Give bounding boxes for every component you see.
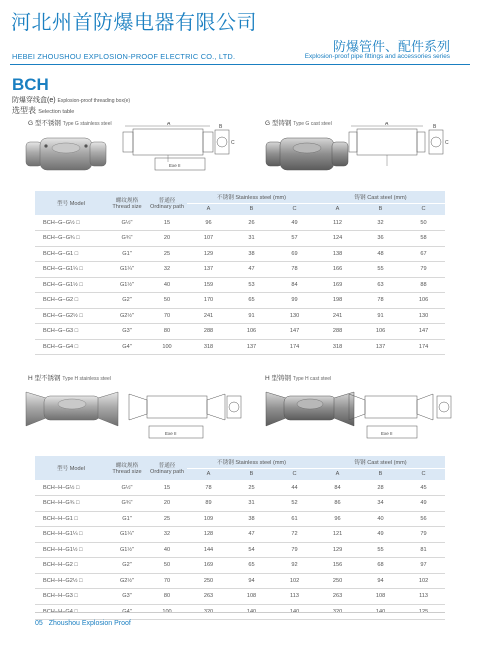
- value-cell: 25: [147, 511, 187, 527]
- value-cell: 137: [187, 262, 230, 278]
- value-cell: 49: [273, 215, 316, 231]
- col-header-c: C: [273, 203, 316, 215]
- value-cell: G3": [107, 589, 147, 605]
- value-cell: 54: [230, 542, 273, 558]
- value-cell: 80: [147, 324, 187, 340]
- model-cell: BCH−H−G½ □: [35, 480, 107, 496]
- value-cell: G2": [107, 293, 147, 309]
- svg-text:C: C: [231, 140, 235, 146]
- table-row: [35, 231, 445, 247]
- value-cell: G1½": [107, 542, 147, 558]
- value-cell: 129: [316, 542, 359, 558]
- h-cast-photo: [262, 382, 357, 440]
- value-cell: 288: [187, 324, 230, 340]
- product-code: BCH: [12, 75, 49, 94]
- table-row: [35, 573, 445, 589]
- table-row: [35, 480, 445, 496]
- col-header-model: 型号 Model: [35, 456, 107, 480]
- value-cell: 78: [359, 293, 402, 309]
- col-header-path: 普通径 Ordinary path: [147, 191, 187, 215]
- g-cast-drawing: [345, 122, 455, 184]
- h-cast-drawing: [345, 380, 455, 442]
- caption-g-stainless-cn: G 型不锈钢: [28, 120, 61, 127]
- value-cell: 50: [147, 293, 187, 309]
- value-cell: 91: [359, 308, 402, 324]
- col-header-b: B: [359, 203, 402, 215]
- caption-g-cast-cn: G 型铸钢: [265, 120, 292, 127]
- value-cell: 57: [273, 231, 316, 247]
- model-cell: BCH−G−G1¼ □: [35, 262, 107, 278]
- value-cell: 108: [230, 589, 273, 605]
- value-cell: 79: [402, 527, 445, 543]
- col-header-cast: 铸钢 Cast steel (mm): [316, 191, 445, 203]
- value-cell: 170: [187, 293, 230, 309]
- model-cell: BCH−G−G4 □: [35, 339, 107, 355]
- value-cell: G½": [107, 215, 147, 231]
- value-cell: 84: [316, 480, 359, 496]
- value-cell: 106: [230, 324, 273, 340]
- col-header-a: A: [187, 203, 230, 215]
- value-cell: 65: [230, 558, 273, 574]
- value-cell: 241: [316, 308, 359, 324]
- model-cell: BCH−G−G2½ □: [35, 308, 107, 324]
- value-cell: 20: [147, 496, 187, 512]
- series-title-en: Explosion-proof pipe fittings and accessories series: [304, 53, 450, 60]
- value-cell: 49: [402, 496, 445, 512]
- value-cell: G¾": [107, 231, 147, 247]
- footer-text: Zhoushou Explosion Proof: [48, 620, 131, 627]
- value-cell: 89: [187, 496, 230, 512]
- value-cell: 99: [273, 293, 316, 309]
- value-cell: 96: [316, 511, 359, 527]
- value-cell: 288: [316, 324, 359, 340]
- table-row: [35, 542, 445, 558]
- col-header-a: A: [187, 468, 230, 480]
- product-name-cn: 防爆穿线盒(e): [12, 97, 56, 104]
- g-drawing-label: Exe II: [169, 163, 181, 168]
- svg-text:A: A: [167, 122, 171, 127]
- series-title-cn: 防爆管件、配件系列: [332, 39, 450, 54]
- value-cell: 79: [402, 262, 445, 278]
- g-cast-photo: [262, 128, 357, 180]
- value-cell: 40: [147, 277, 187, 293]
- value-cell: 96: [187, 215, 230, 231]
- company-name-en: HEBEI ZHOUSHOU EXPLOSION-PROOF ELECTRIC CO., LTD.: [12, 52, 236, 61]
- value-cell: 91: [230, 308, 273, 324]
- value-cell: 138: [316, 246, 359, 262]
- value-cell: 250: [187, 573, 230, 589]
- value-cell: 72: [273, 527, 316, 543]
- value-cell: 32: [359, 215, 402, 231]
- value-cell: 25: [230, 480, 273, 496]
- model-cell: BCH−H−G1 □: [35, 511, 107, 527]
- value-cell: 106: [402, 293, 445, 309]
- value-cell: 40: [359, 511, 402, 527]
- table-row: [35, 589, 445, 605]
- value-cell: 67: [402, 246, 445, 262]
- value-cell: 113: [273, 589, 316, 605]
- value-cell: 86: [316, 496, 359, 512]
- table-row: [35, 277, 445, 293]
- value-cell: 130: [273, 308, 316, 324]
- value-cell: 45: [402, 480, 445, 496]
- table-row: [35, 293, 445, 309]
- h-drawing-label: Exe II: [165, 431, 177, 436]
- value-cell: G2": [107, 558, 147, 574]
- value-cell: 40: [147, 542, 187, 558]
- col-header-cast: 铸钢 Cast steel (mm): [316, 456, 445, 468]
- value-cell: 92: [273, 558, 316, 574]
- value-cell: G1¼": [107, 262, 147, 278]
- value-cell: 15: [147, 480, 187, 496]
- value-cell: 137: [230, 339, 273, 355]
- col-header-thread: 螺纹规格 Thread size: [107, 456, 147, 480]
- value-cell: 47: [230, 262, 273, 278]
- value-cell: 15: [147, 215, 187, 231]
- value-cell: G¾": [107, 496, 147, 512]
- h-stainless-photo: [22, 382, 122, 440]
- value-cell: 147: [273, 324, 316, 340]
- value-cell: 112: [316, 215, 359, 231]
- value-cell: 25: [147, 246, 187, 262]
- table-row: [35, 511, 445, 527]
- value-cell: 130: [402, 308, 445, 324]
- value-cell: 48: [359, 246, 402, 262]
- value-cell: 129: [187, 246, 230, 262]
- value-cell: 113: [402, 589, 445, 605]
- table-row: [35, 262, 445, 278]
- table-row: [35, 215, 445, 231]
- value-cell: 241: [187, 308, 230, 324]
- model-cell: BCH−H−G3 □: [35, 589, 107, 605]
- value-cell: 32: [147, 527, 187, 543]
- value-cell: 88: [402, 277, 445, 293]
- caption-g-stainless: [28, 118, 112, 127]
- value-cell: 108: [359, 589, 402, 605]
- value-cell: G1": [107, 246, 147, 262]
- col-header-c: C: [273, 468, 316, 480]
- value-cell: G1¼": [107, 527, 147, 543]
- value-cell: 63: [359, 277, 402, 293]
- value-cell: 121: [316, 527, 359, 543]
- col-header-b: B: [230, 203, 273, 215]
- table-row: [35, 308, 445, 324]
- value-cell: 318: [316, 339, 359, 355]
- value-cell: 55: [359, 542, 402, 558]
- value-cell: 100: [147, 339, 187, 355]
- value-cell: 124: [316, 231, 359, 247]
- value-cell: 128: [187, 527, 230, 543]
- value-cell: 80: [147, 589, 187, 605]
- value-cell: 52: [273, 496, 316, 512]
- col-header-b: B: [230, 468, 273, 480]
- value-cell: G2½": [107, 573, 147, 589]
- model-cell: BCH−H−G2 □: [35, 558, 107, 574]
- model-cell: BCH−H−G1¼ □: [35, 527, 107, 543]
- value-cell: 109: [187, 511, 230, 527]
- model-cell: BCH−G−G¾ □: [35, 231, 107, 247]
- model-cell: BCH−G−G1½ □: [35, 277, 107, 293]
- value-cell: 169: [316, 277, 359, 293]
- value-cell: 84: [273, 277, 316, 293]
- value-cell: 32: [147, 262, 187, 278]
- table-row: [35, 496, 445, 512]
- value-cell: 94: [230, 573, 273, 589]
- caption-h-stainless: [28, 373, 111, 382]
- svg-text:C: C: [445, 140, 449, 146]
- model-cell: BCH−H−G1½ □: [35, 542, 107, 558]
- g-stainless-drawing: [115, 122, 235, 184]
- value-cell: 61: [273, 511, 316, 527]
- value-cell: G2½": [107, 308, 147, 324]
- value-cell: 106: [359, 324, 402, 340]
- header-rule: [10, 64, 470, 65]
- col-header-stainless: 不锈钢 Stainless steel (mm): [187, 456, 316, 468]
- value-cell: 28: [359, 480, 402, 496]
- h-stainless-drawing: [125, 380, 245, 442]
- table-row: [35, 324, 445, 340]
- value-cell: 263: [316, 589, 359, 605]
- value-cell: G3": [107, 324, 147, 340]
- value-cell: 144: [187, 542, 230, 558]
- value-cell: 79: [273, 542, 316, 558]
- value-cell: 78: [187, 480, 230, 496]
- model-cell: BCH−G−G3 □: [35, 324, 107, 340]
- col-header-c: C: [402, 203, 445, 215]
- caption-h-stainless-cn: H 型不锈钢: [28, 375, 61, 382]
- value-cell: 49: [359, 527, 402, 543]
- value-cell: 68: [359, 558, 402, 574]
- caption-g-cast-en: Type G cast steel: [293, 121, 332, 127]
- selection-table-title: [12, 105, 74, 116]
- value-cell: 44: [273, 480, 316, 496]
- spec-table-h: [35, 456, 445, 620]
- selection-title-en: Selection table: [38, 109, 75, 115]
- svg-text:B: B: [433, 124, 437, 130]
- col-header-a: A: [316, 468, 359, 480]
- value-cell: G4": [107, 339, 147, 355]
- model-cell: BCH−H−G2½ □: [35, 573, 107, 589]
- value-cell: 102: [402, 573, 445, 589]
- value-cell: 50: [402, 215, 445, 231]
- col-header-thread: 螺纹规格 Thread size: [107, 191, 147, 215]
- value-cell: 38: [230, 246, 273, 262]
- value-cell: G1½": [107, 277, 147, 293]
- value-cell: 20: [147, 231, 187, 247]
- value-cell: 107: [187, 231, 230, 247]
- value-cell: 169: [187, 558, 230, 574]
- value-cell: 156: [316, 558, 359, 574]
- value-cell: 70: [147, 308, 187, 324]
- col-header-path: 普通径 Ordinary path: [147, 456, 187, 480]
- value-cell: 97: [402, 558, 445, 574]
- value-cell: 78: [273, 262, 316, 278]
- value-cell: 102: [273, 573, 316, 589]
- value-cell: 94: [359, 573, 402, 589]
- value-cell: G1": [107, 511, 147, 527]
- value-cell: 159: [187, 277, 230, 293]
- col-header-c: C: [402, 468, 445, 480]
- value-cell: 263: [187, 589, 230, 605]
- table-row: [35, 246, 445, 262]
- value-cell: 250: [316, 573, 359, 589]
- value-cell: G½": [107, 480, 147, 496]
- value-cell: 34: [359, 496, 402, 512]
- caption-h-stainless-en: Type H stainless steel: [62, 376, 111, 382]
- value-cell: 38: [230, 511, 273, 527]
- selection-title-cn: 选型表: [12, 106, 36, 115]
- caption-g-cast: [265, 118, 332, 127]
- svg-text:A: A: [385, 122, 389, 127]
- value-cell: 198: [316, 293, 359, 309]
- value-cell: 31: [230, 496, 273, 512]
- table-row: [35, 339, 445, 355]
- col-header-stainless: 不锈钢 Stainless steel (mm): [187, 191, 316, 203]
- product-name-en: Explosion-proof threading box(e): [57, 98, 131, 104]
- caption-h-cast: [265, 373, 331, 382]
- value-cell: 70: [147, 573, 187, 589]
- value-cell: 147: [402, 324, 445, 340]
- value-cell: 137: [359, 339, 402, 355]
- value-cell: 56: [402, 511, 445, 527]
- value-cell: 58: [402, 231, 445, 247]
- model-cell: BCH−G−G1 □: [35, 246, 107, 262]
- footer-rule: [35, 612, 445, 613]
- table-row: [35, 527, 445, 543]
- value-cell: 50: [147, 558, 187, 574]
- model-cell: BCH−H−G¾ □: [35, 496, 107, 512]
- footer: [35, 620, 131, 627]
- product-name: [12, 95, 130, 105]
- value-cell: 55: [359, 262, 402, 278]
- value-cell: 318: [187, 339, 230, 355]
- svg-text:B: B: [219, 124, 223, 130]
- value-cell: 47: [230, 527, 273, 543]
- value-cell: 166: [316, 262, 359, 278]
- value-cell: 81: [402, 542, 445, 558]
- page-number: 05: [35, 620, 43, 627]
- table-row: [35, 558, 445, 574]
- value-cell: 65: [230, 293, 273, 309]
- model-cell: BCH−G−G2 □: [35, 293, 107, 309]
- caption-g-stainless-en: Type G stainless steel: [62, 121, 112, 127]
- caption-h-cast-en: Type H cast steel: [292, 376, 332, 382]
- value-cell: 26: [230, 215, 273, 231]
- value-cell: 36: [359, 231, 402, 247]
- value-cell: 174: [402, 339, 445, 355]
- value-cell: 53: [230, 277, 273, 293]
- col-header-a: A: [316, 203, 359, 215]
- col-header-b: B: [359, 468, 402, 480]
- value-cell: 69: [273, 246, 316, 262]
- company-name-cn: 河北州首防爆电器有限公司: [11, 12, 257, 34]
- value-cell: 31: [230, 231, 273, 247]
- g-stainless-photo: [22, 128, 112, 180]
- caption-h-cast-cn: H 型铸钢: [265, 375, 291, 382]
- model-cell: BCH−G−G½ □: [35, 215, 107, 231]
- value-cell: 174: [273, 339, 316, 355]
- spec-table-g: [35, 191, 445, 355]
- h-cast-drawing-label: Exe II: [381, 431, 393, 436]
- col-header-model: 型号 Model: [35, 191, 107, 215]
